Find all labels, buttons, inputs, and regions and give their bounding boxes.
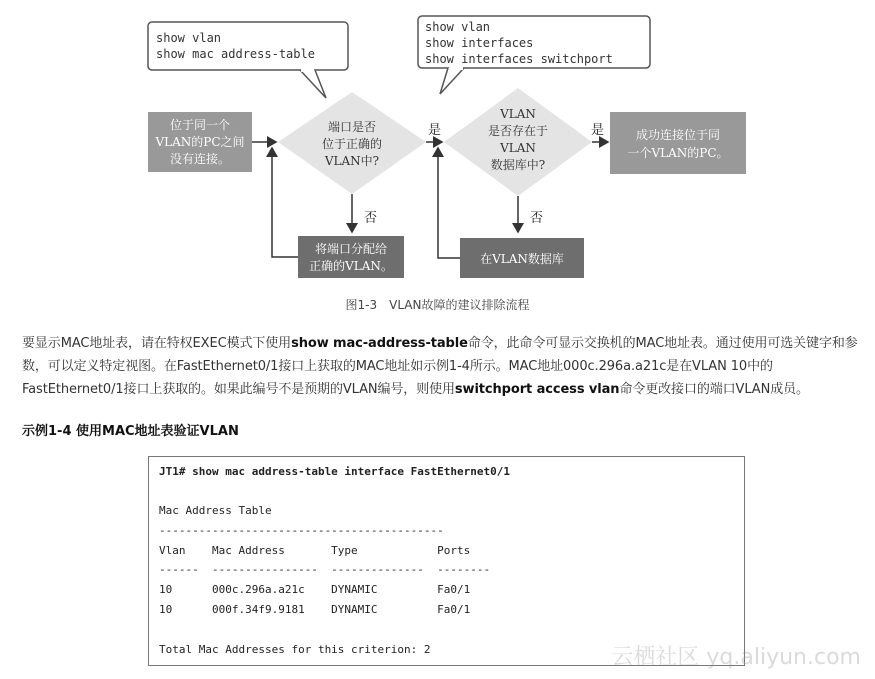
callout-right-line-1: show vlan bbox=[425, 20, 491, 34]
end-box-line-2: 一个VLAN的PC。 bbox=[627, 146, 729, 160]
code-example-box bbox=[148, 456, 745, 666]
figure-caption: 图1-3 VLAN故障的建议排除流程 bbox=[345, 298, 530, 312]
paragraph-part-1: 要显示MAC地址表，请在特权EXEC模式下使用 bbox=[22, 336, 292, 351]
callout-left-line-1: show vlan bbox=[156, 31, 222, 45]
code-command: JT1# show mac address-table interface FastEthernet0/1 bbox=[159, 465, 510, 478]
end-box bbox=[610, 112, 746, 174]
fix-box-1-line-2: 正确的VLAN。 bbox=[309, 259, 393, 273]
decision-2-line-3: VLAN bbox=[500, 141, 536, 155]
decision-2-line-2: 是否存在于 bbox=[487, 124, 549, 138]
code-header: Vlan Mac Address Type Ports bbox=[159, 544, 471, 557]
code-header-divider: ------ ---------------- -------------- -------- bbox=[159, 563, 491, 576]
decision-1-line-3: VLAN中? bbox=[324, 154, 380, 168]
decision-1-line-2: 位于正确的 bbox=[321, 137, 383, 151]
command-show-mac-address-table: show mac-address-table bbox=[291, 336, 468, 351]
fix-box-1 bbox=[298, 236, 404, 278]
decision-1-diamond bbox=[278, 92, 426, 194]
start-box-line-1: 位于同一个 bbox=[169, 118, 231, 132]
command-switchport-access-vlan: switchport access vlan bbox=[454, 382, 620, 397]
arrow-fix-2-loop bbox=[438, 148, 460, 258]
arrow-fix-1-loop bbox=[272, 148, 298, 257]
yes-label-2: 是 bbox=[591, 123, 605, 138]
fix-box-2-line: 在VLAN数据库 bbox=[480, 252, 564, 266]
paragraph-part-3: 命令更改接口的端口VLAN成员。 bbox=[619, 382, 809, 397]
no-label-1: 否 bbox=[364, 211, 378, 226]
callout-right-line-2: show interfaces bbox=[425, 36, 534, 50]
no-label-2: 否 bbox=[530, 211, 544, 226]
fix-box-1-line-1: 将端口分配给 bbox=[314, 242, 388, 256]
callout-right bbox=[418, 16, 650, 94]
troubleshooting-flowchart bbox=[0, 0, 875, 300]
yes-label-1: 是 bbox=[428, 123, 442, 138]
fix-box-2 bbox=[460, 238, 584, 278]
decision-1-line-1: 端口是否 bbox=[327, 120, 377, 134]
paragraph-part-2: 命令，此命令可显示交换机的MAC地址表。通过使用可选关键字和参数，可以定义特定视图。在FastEthernet0/1接口上获取的MAC地址如示例1-4所示。MAC地址000c.296a.a21c是在VLAN 10中的FastEthernet0/1接口上获取的。如果此编号不是预期的VLAN编号，则使用 bbox=[22, 336, 858, 397]
decision-2-line-1: VLAN bbox=[500, 107, 536, 121]
body-paragraph bbox=[22, 332, 872, 401]
watermark: 云栖社区 yq.aliyun.com bbox=[611, 645, 861, 670]
start-box-line-3: 没有连接。 bbox=[169, 152, 231, 166]
example-title: 示例1-4 使用MAC地址表验证VLAN bbox=[22, 424, 239, 439]
decision-2-line-4: 数据库中? bbox=[490, 158, 546, 172]
code-row-1: 10 000c.296a.a21c DYNAMIC Fa0/1 bbox=[159, 583, 471, 596]
end-box-line-1: 成功连接位于同 bbox=[635, 128, 721, 142]
callout-left bbox=[148, 22, 348, 98]
code-table-title: Mac Address Table bbox=[159, 504, 272, 517]
start-box-line-2: VLAN的PC之间 bbox=[155, 135, 245, 149]
code-divider: ------------------------------------------- bbox=[159, 524, 444, 537]
callout-right-line-3: show interfaces switchport bbox=[425, 52, 613, 66]
code-total: Total Mac Addresses for this criterion: 2 bbox=[159, 643, 431, 656]
start-box bbox=[148, 112, 252, 172]
decision-2-diamond bbox=[444, 88, 592, 196]
code-row-2: 10 000f.34f9.9181 DYNAMIC Fa0/1 bbox=[159, 603, 471, 616]
callout-left-line-2: show mac address-table bbox=[156, 47, 315, 61]
